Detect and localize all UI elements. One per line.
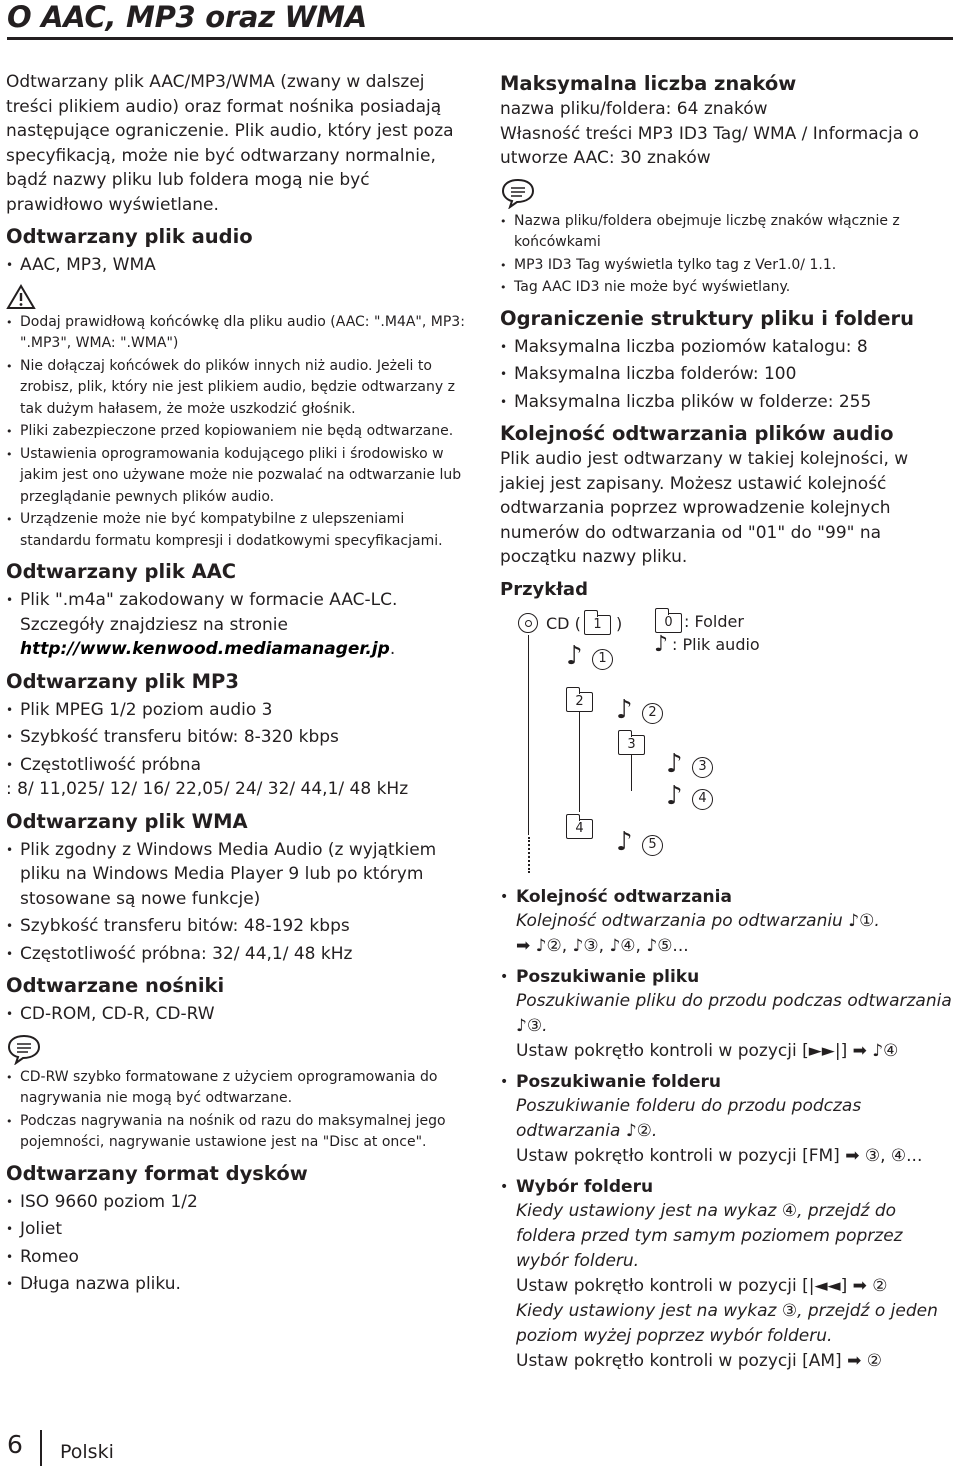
audio-list [6,253,468,278]
list-item: • Długa nazwa pliku. [6,1272,468,1297]
howto-title: • Kolejność odtwarzania [516,886,732,907]
list-item: • Maksymalna liczba poziomów katalogu: 8 [500,335,952,360]
file-number-badge: 1 [592,649,613,670]
list-item: • Ustawienia oprogramowania kodującego pliki i środowisko w jakim jest ono używane może nie pozwalać na odtwarzanie lub przeglądanie pewnych plików audio. [6,444,468,509]
tree-line [631,755,632,791]
audio-file-icon: ♪ [616,826,633,857]
list-item: • Podczas nagrywania na nośnik od razu do maksymalnej jego pojemności, nagrywanie ustawione jest na "Disc at once". [6,1111,468,1154]
page-title: O AAC, MP3 oraz WMA [7,0,367,34]
howto-regular: ➡ ♪②, ♪③, ♪④, ♪⑤... [516,935,689,956]
audio-file-icon: ♪ [666,748,683,779]
right-column [500,70,952,1374]
audio-file-icon: ♪ [666,780,683,811]
format-list [6,1190,468,1297]
list-item: • Maksymalna liczba plików w folderze: 255 [500,390,952,415]
intro-paragraph: Odtwarzany plik AAC/MP3/WMA (zwany w dalszej treści plikiem audio) oraz format nośnika posiadają następujące ograniczenie. Plik audio, który jest poza specyfikacją, może nie być odtwarzany normalnie, bądź nazwy pliku lub foldera mogą nie być prawidłowo wyświetlane. [6,72,454,215]
list-item: • Urządzenie może nie być kompatybilne z ulepszeniami standardu formatu kompresji i dodatkowymi specyfikacjami. [6,509,468,552]
media-heading: Odtwarzane nośniki [6,974,225,997]
legend-folder-label: : Folder [684,611,744,631]
title-rule [7,37,953,40]
list-item: • Joliet [6,1217,468,1242]
footer-language: Polski [60,1441,114,1463]
list-item [6,588,468,662]
media-list [6,1002,468,1027]
list-item: • Romeo [6,1245,468,1270]
root-folder-icon: 1 [584,615,611,635]
audio-file-icon: ♪ [616,694,633,725]
wma-heading: Odtwarzany plik WMA [6,809,248,833]
list-item: • Częstotliwość próbna [6,753,468,778]
howto-item [500,965,952,1064]
howto-italic: Kolejność odtwarzania po odtwarzaniu ♪①. [516,910,880,931]
list-item: • Pliki zabezpieczone przed kopiowaniem nie będą odtwarzane. [6,421,468,443]
list-item: • AAC, MP3, WMA [6,253,468,278]
mp3-heading: Odtwarzany plik MP3 [6,669,239,693]
list-item: • Tag AAC ID3 nie może być wyświetlany. [500,277,952,299]
maxchars-heading: Maksymalna liczba znaków [500,72,797,95]
maxchars-notes-list [500,211,952,299]
left-column [6,70,468,1297]
cd-label-close: ) [616,613,623,633]
howto-italic: Kiedy ustawiony jest na wykaz ③, przejdź o jeden poziom wyżej poprzez wybór folderu. [516,1300,938,1346]
howto-list [500,885,952,1374]
list-item: • Plik zgodny z Windows Media Audio (z wyjątkiem pliku na Windows Media Player 9 lub po którym stosowane są nowe funkcje) [6,838,468,912]
aac-heading: Odtwarzany plik AAC [6,560,237,583]
tree-dots [528,837,530,873]
list-item: • Nie dołączaj końcówek do plików innych niż audio. Jeżeli to zrobisz, plik, który nie jest plikiem audio, będzie odtwarzany z tak dużym hałasem, że może uszkodzić głośnik. [6,356,468,421]
file-number-badge: 4 [692,789,713,810]
maxchars-line: nazwa pliku/foldera: 64 znaków [500,99,768,119]
file-number-badge: 3 [692,757,713,778]
maxchars-line: Własność treści MP3 ID3 Tag/ WMA / Informacja o utworze AAC: 30 znaków [500,123,919,168]
structure-list [500,335,952,415]
aac-url-suffix: . [389,639,396,659]
aac-url-link[interactable]: http://www.kenwood.mediamanager.jp [20,639,390,659]
legend-folder-icon: 0 [655,613,682,633]
howto-title: • Poszukiwanie folderu [516,1071,722,1092]
list-item: • Dodaj prawidłową końcówkę dla pliku audio (AAC: ".M4A", MP3: ".MP3", WMA: ".WMA") [6,312,468,355]
structure-heading: Ograniczenie struktury pliku i folderu [500,306,914,330]
list-item: • CD-RW szybko formatowane z użyciem oprogramowania do nagrywania nie mogą być odtwarzane. [6,1067,468,1110]
footer-divider [40,1430,42,1466]
audio-heading: Odtwarzany plik audio [6,225,253,248]
folder-icon: 4 [566,819,593,839]
aac-text: Plik ".m4a" zakodowany w formacie AAC-LC. Szczegóły znajdziesz na stronie [20,590,398,635]
howto-italic: Poszukiwanie folderu do przodu podczas odtwarzania ♪②. [516,1095,862,1141]
list-item: • Szybkość transferu bitów: 8-320 kbps [6,725,468,750]
howto-italic: Kiedy ustawiony jest na wykaz ④, przejdź do foldera przed tym samym poziomem poprzez wybór folderu. [516,1200,903,1271]
audio-file-icon: ♪ [566,640,583,671]
format-heading: Odtwarzany format dysków [6,1161,308,1185]
tree-line [579,712,580,812]
example-heading: Przykład [500,578,588,600]
file-number-badge: 5 [642,835,663,856]
howto-regular: Ustaw pokrętło kontroli w pozycji [|◄◄] ➡ ② [516,1275,888,1296]
legend-note-icon: ♪ [654,631,669,657]
howto-italic: Poszukiwanie pliku do przodu podczas odtwarzania ♪③. [516,990,952,1036]
legend-audio-label: : Plik audio [672,634,760,654]
howto-title: • Wybór folderu [516,1176,654,1197]
list-item: • MP3 ID3 Tag wyświetla tylko tag z Ver1.0/ 1.1. [500,255,952,277]
cd-label: CD ( [546,613,581,633]
howto-regular: Ustaw pokrętło kontroli w pozycji [FM] ➡ ③, ④... [516,1145,923,1166]
media-notes-list [6,1067,468,1154]
howto-regular: Ustaw pokrętło kontroli w pozycji [AM] ➡ ② [516,1350,882,1371]
tree-line [528,635,529,835]
list-item: • Nazwa pliku/foldera obejmuje liczbę znaków włącznie z końcówkami [500,211,952,254]
file-number-badge: 2 [642,703,663,724]
list-item: • Maksymalna liczba folderów: 100 [500,362,952,387]
mp3-list [6,698,468,778]
aac-list [6,588,468,662]
cd-disc-icon [518,613,538,633]
howto-item [500,1175,952,1374]
note-speech-bubble-icon [500,177,536,209]
warning-list [6,312,468,553]
howto-regular: Ustaw pokrętło kontroli w pozycji [►►|] ➡ ♪④ [516,1040,899,1061]
list-item: • ISO 9660 poziom 1/2 [6,1190,468,1215]
list-item: • Szybkość transferu bitów: 48-192 kbps [6,914,468,939]
folder-tree-diagram [500,609,952,877]
howto-item [500,1070,952,1169]
order-paragraph: Plik audio jest odtwarzany w takiej kolejności, w jakiej jest zapisany. Możesz ustawić kolejność odtwarzania poprzez wprowadzenie kolejnych numerów do odtwarzania od "01" do "99" na początku nazwy pliku. [500,449,909,567]
mp3-rates: : 8/ 11,025/ 12/ 16/ 22,05/ 24/ 32/ 44,1/ 48 kHz [6,779,409,799]
list-item: • CD-ROM, CD-R, CD-RW [6,1002,468,1027]
howto-title: • Poszukiwanie pliku [516,966,700,987]
order-heading: Kolejność odtwarzania plików audio [500,422,894,445]
warning-triangle-icon [6,284,36,310]
folder-icon: 3 [618,735,645,755]
wma-list [6,838,468,967]
list-item: • Plik MPEG 1/2 poziom audio 3 [6,698,468,723]
list-item: • Częstotliwość próbna: 32/ 44,1/ 48 kHz [6,942,468,967]
folder-icon: 2 [566,692,593,712]
page-number: 6 [7,1430,23,1459]
howto-item [500,885,952,959]
note-speech-bubble-icon [6,1033,42,1065]
